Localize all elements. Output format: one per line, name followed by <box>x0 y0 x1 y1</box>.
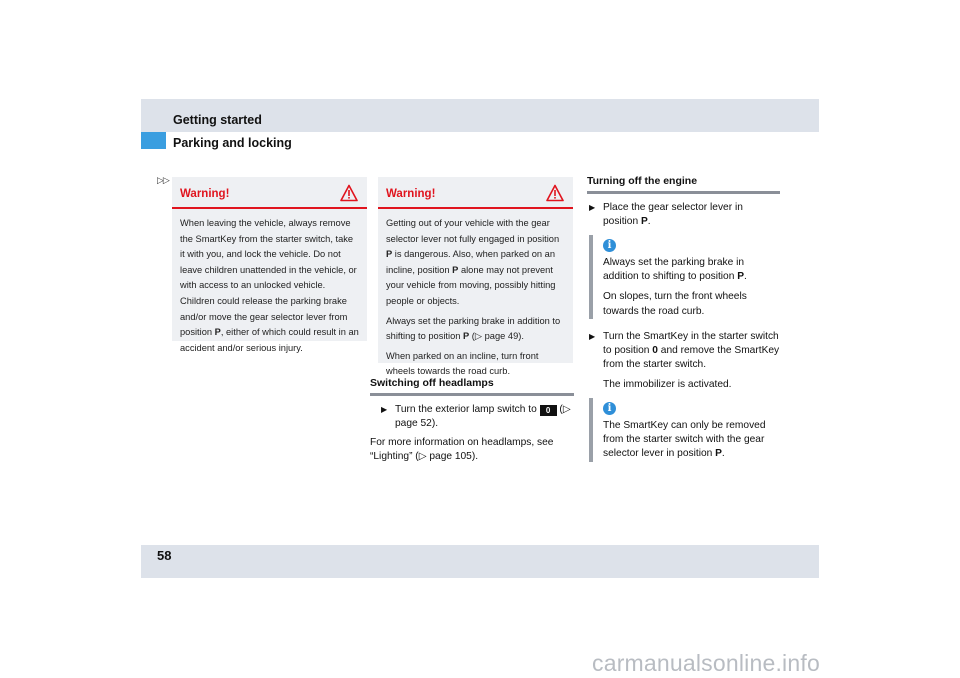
warning-label: Warning! <box>386 188 436 200</box>
step-result-note: The immobilizer is activated. <box>603 378 732 390</box>
bullet-arrow-icon: ▶ <box>589 332 596 341</box>
warning-paragraph-1: Getting out of your vehicle with the gear selector lever not fully engaged in position P is dangerous. Also, when parked on an incline, position P alone may not prevent your vehicle from moving, possibly hitting people or objects. <box>386 218 560 306</box>
warning-paragraph-3: When parked on an incline, turn front wheels towards the road curb. <box>386 350 539 377</box>
info-note-1 <box>589 235 779 319</box>
headlamp-off-symbol-icon: 0 <box>540 405 557 416</box>
info-paragraph-2: On slopes, turn the front wheels towards the road curb. <box>603 291 747 317</box>
page-number: 58 <box>157 548 172 563</box>
info-icon: i <box>603 239 616 252</box>
warning-text <box>378 209 573 390</box>
bullet-arrow-icon: ▶ <box>589 203 596 212</box>
section-subtitle: Parking and locking <box>173 136 292 150</box>
section-accent-block <box>141 132 166 149</box>
body-paragraph: For more information on headlamps, see “Lighting” (▷ page 105). <box>370 437 554 463</box>
instruction-step-1: ▶ Place the gear selector lever in position P. <box>589 202 743 228</box>
watermark-text: carmanualsonline.info <box>592 650 820 676</box>
instruction-step: ▶ Turn the exterior lamp switch to 0 (▷ page 52). <box>381 404 571 430</box>
warning-label: Warning! <box>180 188 230 200</box>
warning-text <box>172 209 367 366</box>
warning-box-2 <box>378 177 573 377</box>
warning-paragraph-2: Always set the parking brake in addition to shifting to position P (▷ page 49). <box>386 315 561 342</box>
info-icon: i <box>603 402 616 415</box>
bullet-arrow-icon: ▶ <box>381 405 388 414</box>
info-paragraph: The SmartKey can only be removed from the starter switch with the gear selector lever in position P. <box>603 420 766 460</box>
section-title-engine: Turning off the engine <box>587 175 780 194</box>
footer-band <box>141 545 819 578</box>
warning-box-1 <box>172 177 367 353</box>
info-paragraph-1: Always set the parking brake in addition to shifting to position P. <box>603 257 747 283</box>
section-title-headlamps: Switching off headlamps <box>370 377 574 396</box>
instruction-step-2: ▶ Turn the SmartKey in the starter switch to position 0 and remove the SmartKey from the starter switch. The immobilizer is activated. <box>589 330 781 392</box>
warning-paragraph: When leaving the vehicle, always remove the SmartKey from the starter switch, take it with you, and lock the vehicle. Do not leave children unattended in the vehicle, or with access to an unlocked vehicle. Children could release the parking brake and/or move the gear selector lever from position P, either of which could result in an accident and/or serious injury. <box>180 218 359 353</box>
warning-triangle-icon <box>546 184 564 202</box>
info-note-2 <box>589 398 779 462</box>
continuation-mark: ▷▷ <box>157 175 169 185</box>
warning-header <box>378 177 573 209</box>
warning-header <box>172 177 367 209</box>
chapter-title: Getting started <box>173 113 262 127</box>
warning-triangle-icon <box>340 184 358 202</box>
